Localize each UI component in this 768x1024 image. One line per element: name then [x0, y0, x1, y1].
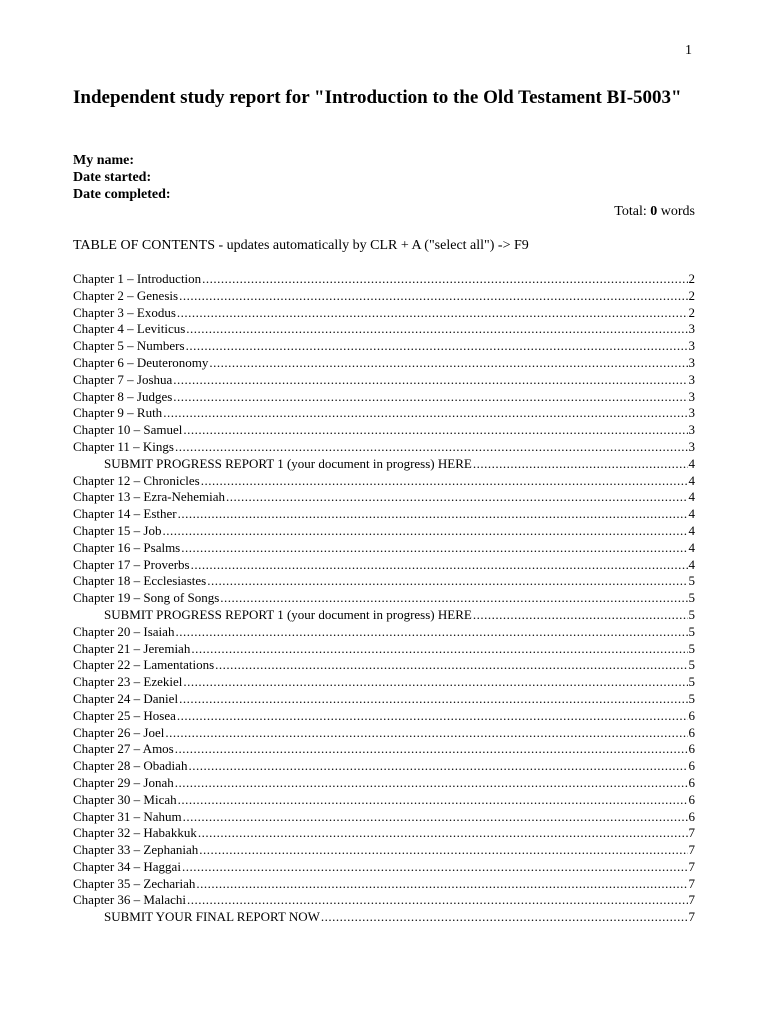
toc-entry-page: 5 — [688, 623, 695, 639]
toc-entry-page: 3 — [688, 354, 695, 370]
toc-entry[interactable] — [73, 758, 695, 775]
toc-dot-leader — [178, 506, 688, 523]
toc-dot-leader — [175, 439, 688, 456]
toc-dot-leader — [173, 372, 687, 389]
toc-dot-leader — [199, 842, 687, 859]
toc-entry-label: Chapter 20 – Isaiah — [73, 623, 175, 639]
date-started-label: Date started: — [73, 170, 152, 185]
report-meta — [73, 152, 171, 203]
toc-entry-page: 4 — [688, 455, 695, 471]
toc-entry-label: Chapter 14 – Esther — [73, 506, 177, 522]
toc-entry-label: Chapter 17 – Proverbs — [73, 556, 190, 572]
toc-entry-label: Chapter 32 – Habakkuk — [73, 825, 197, 841]
toc-entry-label: SUBMIT YOUR FINAL REPORT NOW — [104, 909, 320, 925]
toc-dot-leader — [177, 305, 688, 322]
toc-entry-page: 7 — [688, 875, 695, 891]
toc-entry-label: Chapter 10 – Samuel — [73, 422, 183, 438]
toc-entry-label: Chapter 6 – Deuteronomy — [73, 354, 209, 370]
toc-entry-label: Chapter 23 – Ezekiel — [73, 674, 183, 690]
toc-entry[interactable] — [73, 741, 695, 758]
toc-entry-page: 3 — [688, 438, 695, 454]
toc-entry-page: 7 — [688, 909, 695, 925]
toc-dot-leader — [215, 657, 687, 674]
toc-entry[interactable] — [73, 271, 695, 288]
toc-entry-page: 7 — [688, 892, 695, 908]
toc-entry-page: 3 — [688, 338, 695, 354]
toc-heading: TABLE OF CONTENTS - updates automatically by CLR + A ("select all") -> F9 — [73, 238, 529, 253]
toc-entry[interactable] — [73, 506, 695, 523]
toc-entry-page: 5 — [688, 657, 695, 673]
toc-entry-page: 4 — [688, 472, 695, 488]
toc-entry-label: Chapter 2 – Genesis — [73, 287, 179, 303]
toc-entry[interactable] — [73, 557, 695, 574]
toc-entry[interactable] — [73, 607, 695, 624]
toc-entry-page: 6 — [688, 741, 695, 757]
toc-entry[interactable] — [73, 691, 695, 708]
toc-entry[interactable] — [73, 775, 695, 792]
toc-entry-page: 3 — [688, 371, 695, 387]
toc-entry-label: Chapter 13 – Ezra-Nehemiah — [73, 489, 225, 505]
toc-entry[interactable] — [73, 657, 695, 674]
toc-entry[interactable] — [73, 825, 695, 842]
toc-entry-page: 6 — [688, 758, 695, 774]
toc-entry-label: Chapter 22 – Lamentations — [73, 657, 215, 673]
toc-entry-page: 4 — [688, 489, 695, 505]
toc-dot-leader — [182, 859, 688, 876]
word-total — [614, 203, 695, 220]
toc-entry[interactable] — [73, 305, 695, 322]
toc-entry-label: Chapter 3 – Exodus — [73, 304, 176, 320]
toc-entry[interactable] — [73, 540, 695, 557]
toc-entry-label: Chapter 30 – Micah — [73, 791, 177, 807]
toc-dot-leader — [181, 540, 687, 557]
toc-entry-page: 5 — [688, 640, 695, 656]
toc-entry-label: Chapter 16 – Psalms — [73, 539, 181, 555]
word-total-prefix: Total: — [614, 204, 651, 219]
toc-entry-label: Chapter 26 – Joel — [73, 724, 165, 740]
toc-entry-page: 7 — [688, 858, 695, 874]
toc-entry-page: 6 — [688, 808, 695, 824]
toc-entry-label: Chapter 1 – Introduction — [73, 271, 202, 286]
toc-entry[interactable] — [73, 573, 695, 590]
toc-entry-page: 6 — [688, 724, 695, 740]
toc-dot-leader — [321, 909, 688, 926]
toc-entry-page: 4 — [688, 539, 695, 555]
toc-entry-label: Chapter 7 – Joshua — [73, 371, 173, 387]
toc-entry[interactable] — [73, 456, 695, 473]
toc-dot-leader — [202, 271, 687, 288]
toc-entry-label: Chapter 11 – Kings — [73, 438, 174, 454]
toc-entry-label: Chapter 21 – Jeremiah — [73, 640, 191, 656]
toc-entry-page: 6 — [688, 707, 695, 723]
toc-dot-leader — [173, 389, 687, 406]
toc-entry[interactable] — [73, 708, 695, 725]
toc-entry[interactable] — [73, 624, 695, 641]
toc-dot-leader — [220, 590, 687, 607]
toc-entry-label: Chapter 33 – Zephaniah — [73, 842, 199, 858]
page-number: 1 — [685, 43, 692, 58]
toc-entry-label: Chapter 35 – Zechariah — [73, 875, 196, 891]
toc-dot-leader — [183, 674, 687, 691]
toc-entry-page: 3 — [688, 422, 695, 438]
toc-dot-leader — [186, 338, 688, 355]
toc-entry-label: SUBMIT PROGRESS REPORT 1 (your document in progress) HERE — [104, 455, 472, 471]
toc-dot-leader — [179, 691, 687, 708]
toc-dot-leader — [187, 892, 688, 909]
toc-entry-label: Chapter 12 – Chronicles — [73, 472, 200, 488]
toc-entry-label: Chapter 31 – Nahum — [73, 808, 182, 824]
toc-dot-leader — [196, 876, 687, 893]
toc-entry-label: Chapter 19 – Song of Songs — [73, 590, 220, 606]
toc-entry-label: SUBMIT PROGRESS REPORT 1 (your document in progress) HERE — [104, 606, 472, 622]
toc-entry-page: 3 — [688, 405, 695, 421]
toc-entry[interactable] — [73, 725, 695, 742]
toc-dot-leader — [473, 456, 688, 473]
toc-entry[interactable] — [73, 674, 695, 691]
toc-entry[interactable] — [73, 809, 695, 826]
toc-dot-leader — [188, 758, 687, 775]
toc-entry[interactable] — [73, 859, 695, 876]
word-count: 0 — [650, 204, 658, 219]
toc-dot-leader — [201, 473, 688, 490]
toc-dot-leader — [198, 825, 688, 842]
toc-entry-page: 5 — [688, 606, 695, 622]
toc-entry-label: Chapter 28 – Obadiah — [73, 758, 188, 774]
toc-entry[interactable] — [73, 892, 695, 909]
toc-entry[interactable] — [73, 792, 695, 809]
toc-entry-label: Chapter 27 – Amos — [73, 741, 174, 757]
toc-dot-leader — [175, 741, 688, 758]
table-of-contents — [73, 271, 695, 926]
toc-dot-leader — [183, 809, 688, 826]
toc-entry[interactable] — [73, 439, 695, 456]
toc-dot-leader — [191, 641, 687, 658]
toc-entry[interactable] — [73, 422, 695, 439]
toc-entry-label: Chapter 29 – Jonah — [73, 774, 174, 790]
toc-entry-page: 7 — [688, 825, 695, 841]
toc-entry-label: Chapter 36 – Malachi — [73, 892, 186, 908]
toc-entry-label: Chapter 25 – Hosea — [73, 707, 176, 723]
toc-entry-page: 2 — [688, 304, 695, 320]
toc-dot-leader — [163, 405, 687, 422]
toc-entry-label: Chapter 4 – Leviticus — [73, 321, 186, 337]
toc-dot-leader — [191, 557, 688, 574]
toc-dot-leader — [179, 288, 687, 305]
toc-entry-label: Chapter 18 – Ecclesiastes — [73, 573, 207, 589]
toc-entry[interactable] — [73, 590, 695, 607]
toc-dot-leader — [175, 624, 687, 641]
toc-entry[interactable] — [73, 473, 695, 490]
toc-dot-leader — [177, 708, 688, 725]
toc-dot-leader — [162, 523, 687, 540]
toc-dot-leader — [175, 775, 688, 792]
toc-dot-leader — [183, 422, 687, 439]
toc-entry[interactable] — [73, 288, 695, 305]
toc-entry[interactable] — [73, 842, 695, 859]
document-title: Independent study report for "Introduction to the Old Testament BI-5003" — [73, 87, 682, 108]
toc-entry-page: 7 — [688, 842, 695, 858]
date-completed-label: Date completed: — [73, 187, 171, 202]
toc-entry-label: Chapter 9 – Ruth — [73, 405, 163, 421]
toc-entry[interactable] — [73, 523, 695, 540]
toc-dot-leader — [207, 573, 687, 590]
toc-dot-leader — [209, 355, 687, 372]
toc-entry-page: 5 — [688, 674, 695, 690]
toc-entry[interactable] — [73, 489, 695, 506]
name-label: My name: — [73, 153, 135, 168]
toc-entry-page: 5 — [688, 590, 695, 606]
toc-entry[interactable] — [73, 909, 695, 926]
toc-dot-leader — [473, 607, 688, 624]
toc-dot-leader — [165, 725, 687, 742]
toc-entry-label: Chapter 34 – Haggai — [73, 858, 181, 874]
toc-dot-leader — [178, 792, 688, 809]
toc-entry-page: 6 — [688, 791, 695, 807]
toc-entry-page: 2 — [688, 287, 695, 303]
toc-entry[interactable] — [73, 355, 695, 372]
toc-entry[interactable] — [73, 876, 695, 893]
toc-entry-page: 4 — [688, 522, 695, 538]
toc-entry-page: 4 — [688, 506, 695, 522]
toc-dot-leader — [226, 489, 688, 506]
toc-entry-page: 5 — [688, 690, 695, 706]
toc-entry-page: 2 — [688, 271, 695, 286]
toc-entry-label: Chapter 15 – Job — [73, 522, 162, 538]
toc-entry-label: Chapter 24 – Daniel — [73, 690, 179, 706]
toc-entry[interactable] — [73, 641, 695, 658]
toc-entry-label: Chapter 5 – Numbers — [73, 338, 185, 354]
toc-entry-page: 3 — [688, 388, 695, 404]
toc-entry[interactable] — [73, 405, 695, 422]
toc-entry-page: 5 — [688, 573, 695, 589]
toc-entry-label: Chapter 8 – Judges — [73, 388, 173, 404]
toc-entry-page: 6 — [688, 774, 695, 790]
toc-entry[interactable] — [73, 338, 695, 355]
toc-entry-page: 4 — [688, 556, 695, 572]
toc-entry-page: 3 — [688, 321, 695, 337]
word-total-suffix: words — [657, 204, 695, 219]
toc-dot-leader — [186, 321, 687, 338]
toc-entry[interactable] — [73, 389, 695, 406]
toc-entry[interactable] — [73, 372, 695, 389]
toc-entry[interactable] — [73, 321, 695, 338]
